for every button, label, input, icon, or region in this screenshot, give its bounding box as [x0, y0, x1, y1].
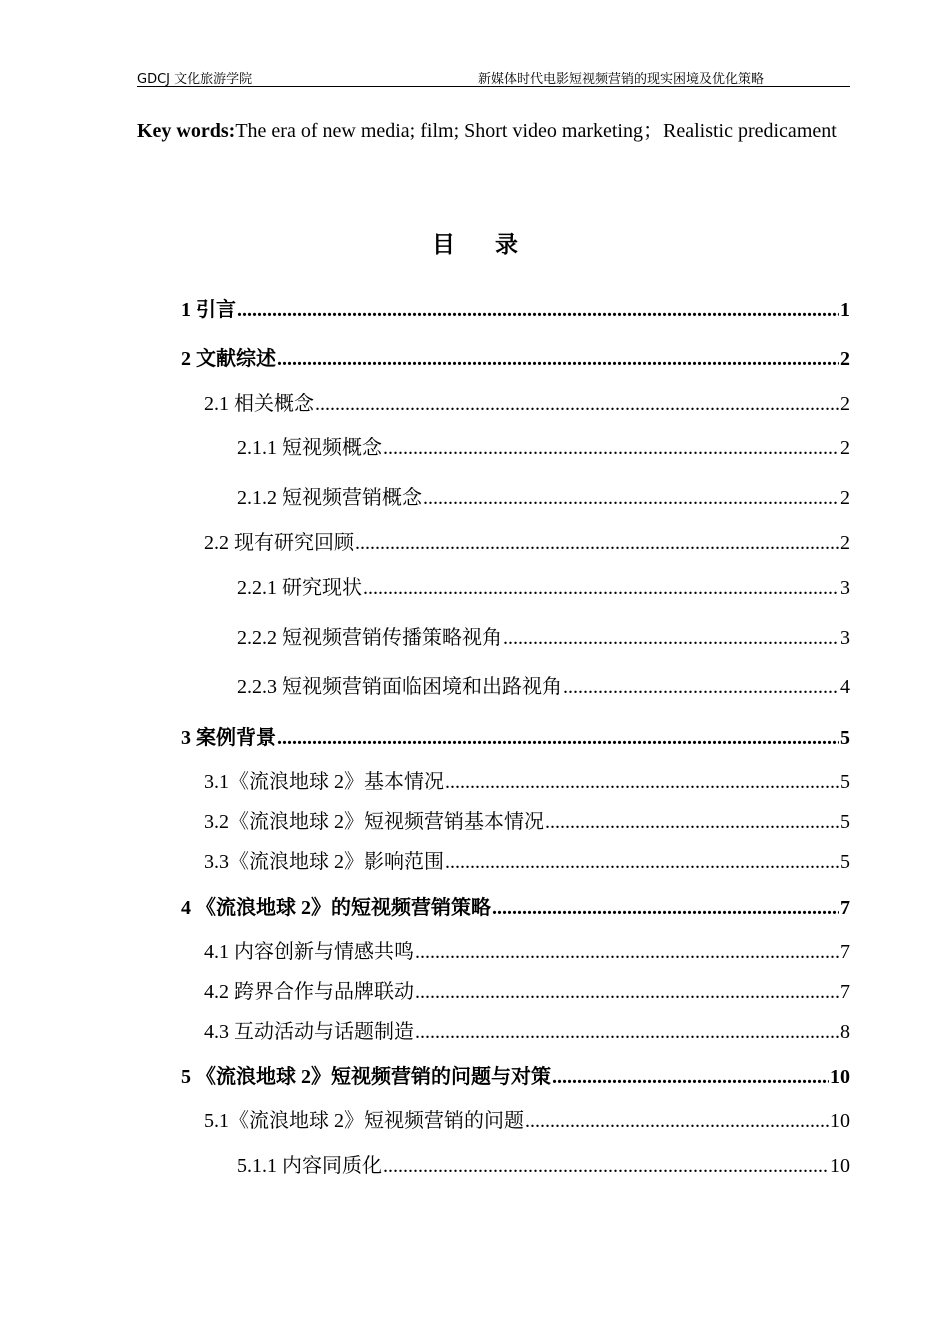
toc-page-number: 3 — [840, 627, 850, 649]
header-thesis-title: 新媒体时代电影短视频营销的现实困境及优化策略 — [478, 72, 765, 87]
toc-page-number: 1 — [840, 299, 850, 321]
toc-page-number: 7 — [840, 981, 850, 1003]
toc-entry-text: 4.1 内容创新与情感共鸣 — [204, 941, 414, 963]
toc-page-number: 7 — [840, 897, 850, 919]
toc-entry-text: 2.1.2 短视频营销概念 — [237, 487, 422, 509]
toc-dot-leader — [545, 808, 839, 836]
toc-entry[interactable] — [181, 724, 850, 752]
header-institution: GDCJ 文化旅游学院 — [137, 72, 253, 87]
toc-entry[interactable] — [237, 434, 850, 462]
keywords-paragraph — [137, 112, 847, 150]
toc-page-number: 5 — [840, 851, 850, 873]
toc-entry[interactable] — [204, 1107, 850, 1135]
toc-title: 目录 — [432, 232, 558, 258]
toc-page-number: 5 — [840, 727, 850, 749]
toc-entry[interactable] — [181, 345, 850, 373]
toc-page-number: 3 — [840, 577, 850, 599]
toc-entry[interactable] — [204, 768, 850, 796]
toc-entry-text: 4.2 跨界合作与品牌联动 — [204, 981, 414, 1003]
toc-entry[interactable] — [181, 296, 850, 324]
toc-dot-leader — [363, 574, 839, 602]
toc-page-number: 5 — [840, 771, 850, 793]
toc-entry[interactable] — [204, 808, 850, 836]
toc-entry-text: 3.1《流浪地球 2》基本情况 — [204, 771, 444, 793]
toc-dot-leader — [355, 529, 839, 557]
toc-entry-text: 2.2.2 短视频营销传播策略视角 — [237, 627, 502, 649]
toc-page-number: 5 — [840, 811, 850, 833]
toc-page-number: 10 — [830, 1155, 850, 1177]
toc-entry[interactable] — [181, 1063, 850, 1091]
toc-entry[interactable] — [237, 484, 850, 512]
toc-dot-leader — [525, 1107, 829, 1135]
toc-entry-text: 2.2.1 研究现状 — [237, 577, 362, 599]
toc-dot-leader — [315, 390, 839, 418]
toc-entry-text: 3.2《流浪地球 2》短视频营销基本情况 — [204, 811, 544, 833]
toc-entry-text: 2.2.3 短视频营销面临困境和出路视角 — [237, 676, 562, 698]
toc-page-number: 8 — [840, 1021, 850, 1043]
toc-entry[interactable] — [204, 1018, 850, 1046]
toc-page-number: 10 — [830, 1066, 850, 1088]
toc-dot-leader — [237, 296, 839, 324]
toc-dot-leader — [383, 1152, 829, 1180]
toc-entry-text: 5.1《流浪地球 2》短视频营销的问题 — [204, 1110, 524, 1132]
toc-dot-leader — [423, 484, 839, 512]
toc-entry-text: 5 《流浪地球 2》短视频营销的问题与对策 — [181, 1066, 551, 1088]
toc-page-number: 2 — [840, 348, 850, 370]
toc-entry[interactable] — [204, 848, 850, 876]
toc-dot-leader — [415, 938, 839, 966]
toc-entry-text: 4 《流浪地球 2》的短视频营销策略 — [181, 897, 491, 919]
toc-page-number: 2 — [840, 437, 850, 459]
toc-dot-leader — [552, 1063, 829, 1091]
keywords-label: Key words: — [137, 120, 236, 142]
toc-page-number: 2 — [840, 487, 850, 509]
toc-page-number: 7 — [840, 941, 850, 963]
toc-dot-leader — [277, 724, 839, 752]
toc-dot-leader — [415, 1018, 839, 1046]
toc-entry-text: 2.1.1 短视频概念 — [237, 437, 382, 459]
toc-dot-leader — [492, 894, 839, 922]
toc-entry-text: 4.3 互动活动与话题制造 — [204, 1021, 414, 1043]
toc-dot-leader — [277, 345, 839, 373]
toc-page-number: 2 — [840, 393, 850, 415]
toc-entry[interactable] — [237, 1152, 850, 1180]
toc-page-number: 2 — [840, 532, 850, 554]
page-header — [137, 66, 850, 87]
toc-entry[interactable] — [237, 574, 850, 602]
toc-page-number: 4 — [840, 676, 850, 698]
toc-entry[interactable] — [237, 673, 850, 701]
toc-entry[interactable] — [237, 624, 850, 652]
toc-entry-text: 3 案例背景 — [181, 727, 276, 749]
toc-dot-leader — [383, 434, 839, 462]
toc-dot-leader — [563, 673, 839, 701]
toc-entry[interactable] — [204, 529, 850, 557]
toc-dot-leader — [415, 978, 839, 1006]
toc-entry[interactable] — [204, 390, 850, 418]
toc-dot-leader — [445, 848, 839, 876]
toc-entry-text: 2.2 现有研究回顾 — [204, 532, 354, 554]
toc-entry-text: 3.3《流浪地球 2》影响范围 — [204, 851, 444, 873]
toc-entry-text: 1 引言 — [181, 299, 236, 321]
toc-entry[interactable] — [204, 938, 850, 966]
toc-dot-leader — [445, 768, 839, 796]
toc-entry[interactable] — [181, 894, 850, 922]
toc-entry-text: 2 文献综述 — [181, 348, 276, 370]
toc-entry-text: 5.1.1 内容同质化 — [237, 1155, 382, 1177]
keywords-text: The era of new media; film; Short video marketing；Realistic predicament — [235, 120, 837, 142]
toc-page-number: 10 — [830, 1110, 850, 1132]
toc-entry[interactable] — [204, 978, 850, 1006]
toc-entry-text: 2.1 相关概念 — [204, 393, 314, 415]
toc-dot-leader — [503, 624, 839, 652]
